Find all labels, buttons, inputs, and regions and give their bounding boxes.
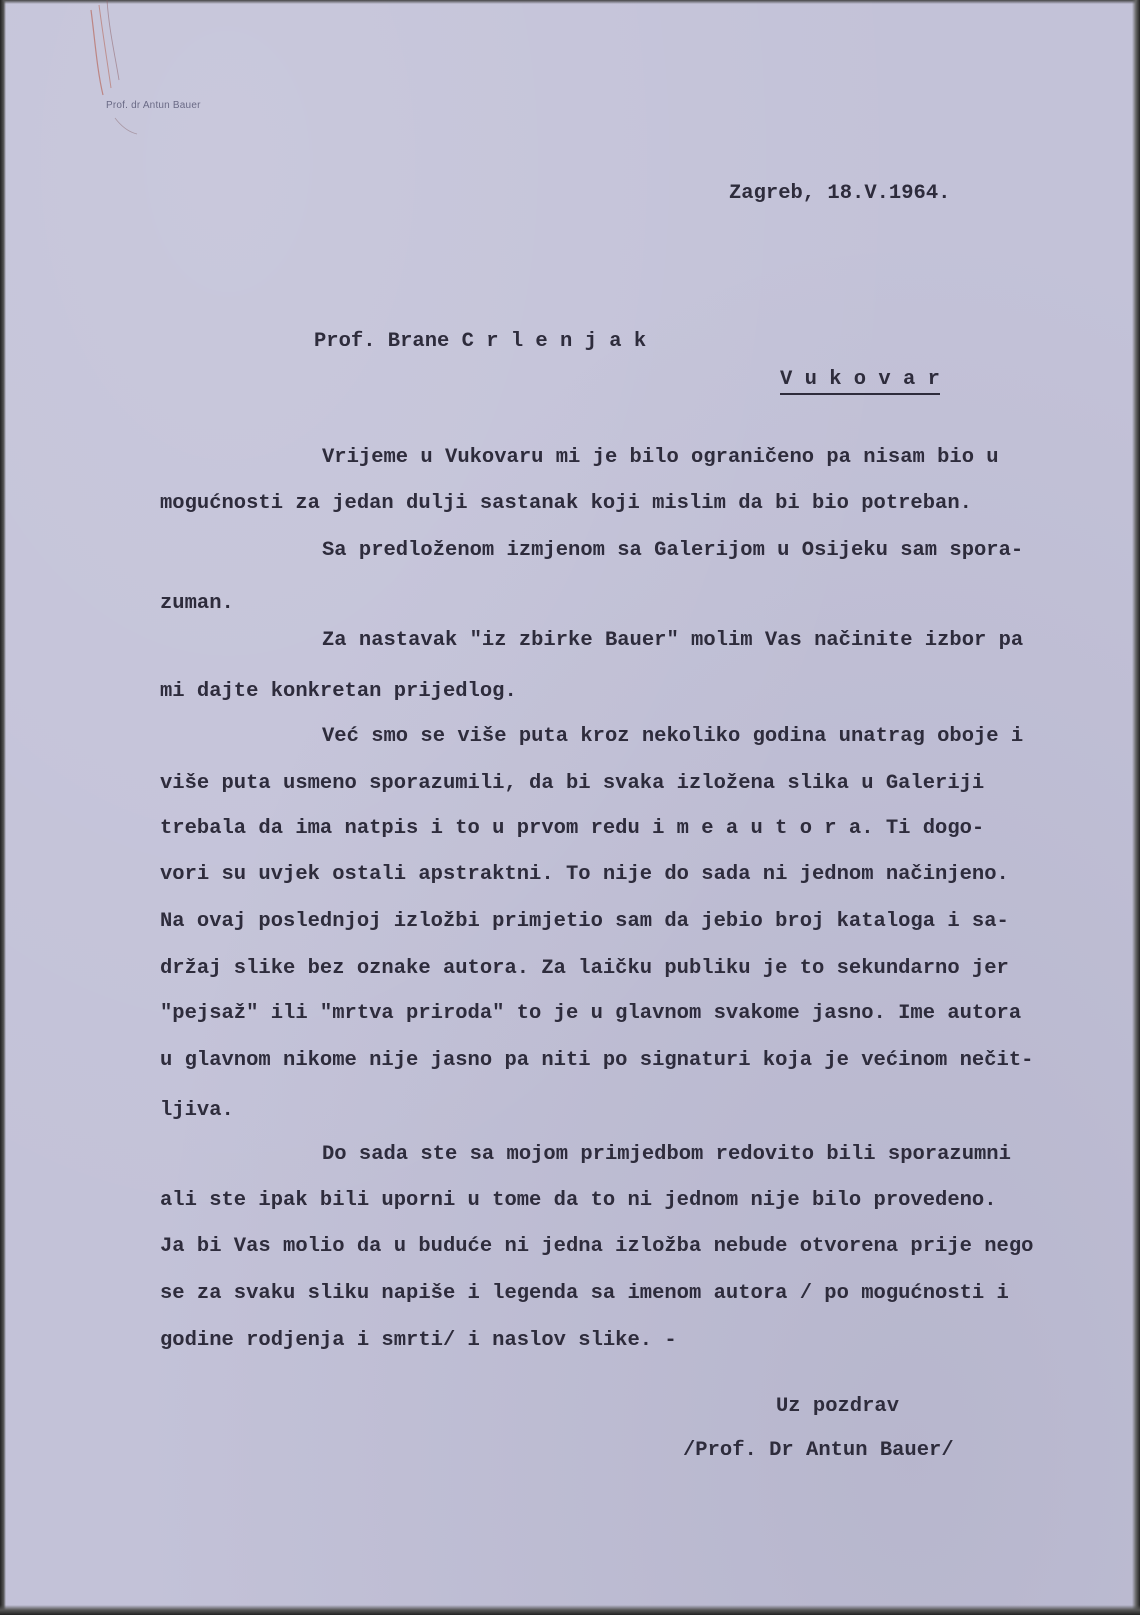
body-line: Vrijeme u Vukovaru mi je bilo ograničeno pa nisam bio u <box>322 446 999 469</box>
body-line: Sa predloženom izmjenom sa Galerijom u Osijeku sam spora- <box>322 539 1024 562</box>
pencil-marks <box>85 0 145 140</box>
body-line: trebala da ima natpis i to u prvom redu i m e a u t o r a. Ti dogo- <box>160 817 985 840</box>
letter-date: Zagreb, 18.V.1964. <box>729 182 951 205</box>
body-line: se za svaku sliku napiše i legenda sa imenom autora / po mogućnosti i <box>160 1282 1009 1305</box>
body-line: u glavnom nikome nije jasno pa niti po signaturi koja je većinom nečit- <box>160 1049 1034 1072</box>
body-line: držaj slike bez oznake autora. Za laičku publiku je to sekundarno jer <box>160 957 1009 980</box>
body-line: više puta usmeno sporazumili, da bi svaka izložena slika u Galeriji <box>160 772 985 795</box>
scan-edge-bottom <box>0 1605 1140 1615</box>
body-line: Za nastavak "iz zbirke Bauer" molim Vas načinite izbor pa <box>322 629 1024 652</box>
scan-edge-top <box>0 0 1140 4</box>
body-line: Već smo se više puta kroz nekoliko godina unatrag oboje i <box>322 725 1024 748</box>
body-line: ali ste ipak bili uporni u tome da to ni jednom nije bilo provedeno. <box>160 1189 997 1212</box>
closing-greeting: Uz pozdrav <box>776 1395 900 1418</box>
recipient-city: V u k o v a r <box>780 370 940 395</box>
body-line: ljiva. <box>160 1099 234 1122</box>
scan-edge-left <box>0 0 6 1615</box>
body-line: Ja bi Vas molio da u buduće ni jedna izložba nebude otvorena prije nego <box>160 1235 1034 1258</box>
body-line: mi dajte konkretan prijedlog. <box>160 680 517 703</box>
body-line: Na ovaj poslednjoj izložbi primjetio sam da jebio broj kataloga i sa- <box>160 910 1009 933</box>
recipient-name: Prof. Brane C r l e n j a k <box>314 330 647 353</box>
scan-edge-right <box>1132 0 1140 1615</box>
letterhead-stamp: Prof. dr Antun Bauer <box>106 100 201 111</box>
body-line: "pejsaž" ili "mrtva priroda" to je u glavnom svakome jasno. Ime autora <box>160 1002 1022 1025</box>
signature-line: /Prof. Dr Antun Bauer/ <box>683 1439 954 1462</box>
body-line: zuman. <box>160 592 234 615</box>
body-line: Do sada ste sa mojom primjedbom redovito bili sporazumni <box>322 1143 1011 1166</box>
body-line: mogućnosti za jedan dulji sastanak koji mislim da bi bio potreban. <box>160 492 972 515</box>
body-line: vori su uvjek ostali apstraktni. To nije do sada ni jednom načinjeno. <box>160 863 1009 886</box>
body-line: godine rodjenja i smrti/ i naslov slike. - <box>160 1329 677 1352</box>
